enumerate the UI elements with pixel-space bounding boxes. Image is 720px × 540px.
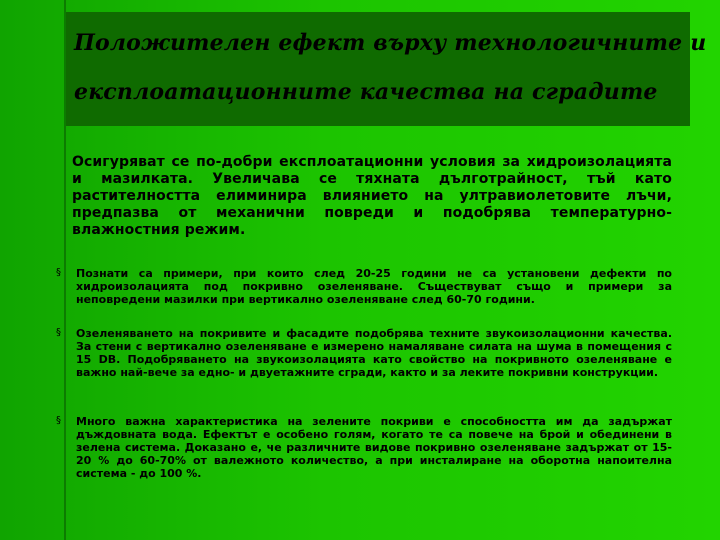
- square-bullet-icon: §: [56, 267, 61, 278]
- square-bullet-icon: §: [56, 327, 61, 338]
- bullet-item: Познати са примери, при които след 20-25 години не са установени дефекти по хидроизолацията под покривно озеленяване. Съществуват също и примери за неповредени мазилки при вертикално озеленяване след 60-70 години.: [76, 267, 672, 306]
- intro-paragraph: Осигуряват се по-добри експлоатационни условия за хидроизолацията и мазилката. Увеличава се тяхната дълготрайност, тъй като растителността елиминира влиянието на ултравиолетовите лъчи, предпазва от механични повреди и подобрява температурно-влажностния режим.: [72, 154, 672, 238]
- bullet-item: Озеленяването на покривите и фасадите подобрява техните звукоизолационни качества. За стени с вертикално озеленяване е измерено намаляване силата на шума в помещения с 15 DB. Подобряването на звукоизолацията като свойство на покривното озеленяване е важно най-вече за едно- и двуетажните сгради, както и за леките покривни конструкции.: [76, 327, 672, 379]
- slide-title-line-1: Положителен ефект върху технологичните и: [74, 30, 707, 56]
- bullet-item: Много важна характеристика на зелените покриви е способността им да задържат дъждовната вода. Ефектът е особено голям, когато те са повече на брой и обединени в зелена система. Доказано е, че различните видове покривно озеленяване задържат от 15-20 % до 60-70% от валежното количество, а при инсталиране на оборотна напоителна система - до 100 %.: [76, 415, 672, 480]
- square-bullet-icon: §: [56, 415, 61, 426]
- slide-title-line-2: експлоатационните качества на сградите: [74, 79, 658, 105]
